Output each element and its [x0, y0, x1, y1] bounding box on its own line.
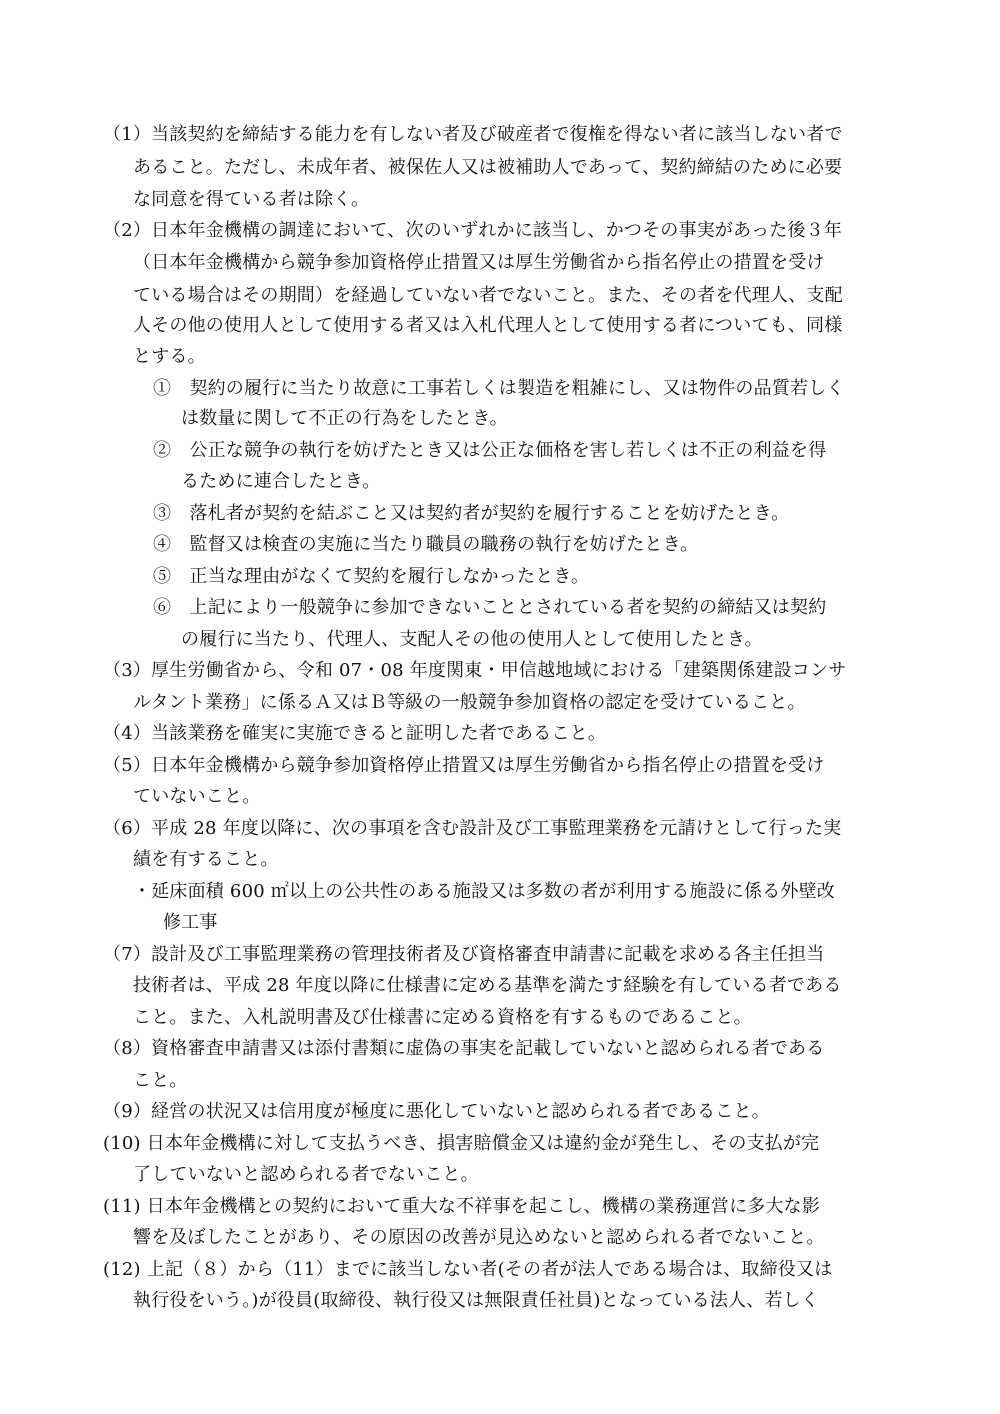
item-3-line-1: （3）厚生労働省から、令和 07・08 年度関東・甲信越地域における「建築関係建設コンサ — [103, 660, 847, 681]
item-6-line-2: 績を有すること。 — [133, 849, 279, 870]
subitem-2-line-1: ② 公正な競争の執行を妨げたとき又は公正な価格を害し若しくは不正の利益を得 — [153, 440, 827, 461]
item-9: （9）経営の状況又は信用度が極度に悪化していないと認められる者であること。 — [103, 1101, 770, 1122]
subitem-4: ④ 監督又は検査の実施に当たり職員の職務の執行を妨げたとき。 — [153, 534, 699, 555]
item-8-line-2: こと。 — [133, 1070, 188, 1091]
item-11-line-2: 響を及ぼしたことがあり、その原因の改善が見込めないと認められる者でないこと。 — [133, 1227, 825, 1248]
item-3-line-2: ルタント業務」に係るＡ又はＢ等級の一般競争参加資格の認定を受けていること。 — [133, 692, 806, 713]
item-2-line-1: （2）日本年金機構の調達において、次のいずれかに該当し、かつその事実があった後３年 — [103, 220, 843, 241]
item-2-line-3: ている場合はその期間）を経過していない者でないこと。また、その者を代理人、支配 — [133, 285, 843, 306]
item-5-line-2: ていないこと。 — [133, 786, 261, 807]
item-2-line-4: 人その他の使用人として使用する者又は入札代理人として使用する者についても、同様 — [133, 315, 843, 336]
item-1-line-1: （1）当該契約を締結する能力を有しない者及び破産者で復権を得ない者に該当しない者で — [103, 124, 843, 145]
item-5-line-1: （5）日本年金機構から競争参加資格停止措置又は厚生労働省から指名停止の措置を受け — [103, 755, 825, 776]
item-1-line-2: あること。ただし、未成年者、被保佐人又は被補助人であって、契約締結のために必要 — [133, 157, 843, 178]
item-7-line-1: （7）設計及び工事監理業務の管理技術者及び資格審査申請書に記載を求める各主任担当 — [103, 944, 825, 965]
subitem-6-line-2: の履行に当たり、代理人、支配人その他の使用人として使用したとき。 — [181, 629, 763, 650]
item-1-line-3: な同意を得ている者は除く。 — [133, 189, 370, 210]
subitem-1-line-1: ① 契約の履行に当たり故意に工事若しくは製造を粗雑にし、又は物件の品質若しく — [153, 378, 845, 399]
item-6-bullet-line-1: ・延床面積 600 ㎡以上の公共性のある施設又は多数の者が利用する施設に係る外壁改 — [133, 881, 835, 902]
subitem-3: ③ 落札者が契約を結ぶこと又は契約者が契約を履行することを妨げたとき。 — [153, 503, 790, 524]
item-6-line-1: （6）平成 28 年度以降に、次の事項を含む設計及び工事監理業務を元請けとして行った実 — [103, 818, 842, 839]
subitem-2-line-2: るために連合したとき。 — [181, 471, 381, 492]
item-7-line-2: 技術者は、平成 28 年度以降に仕様書に定める基準を満たす経験を有している者である — [133, 975, 842, 996]
item-11-line-1: (11) 日本年金機構との契約において重大な不祥事を起こし、機構の業務運営に多大な影 — [103, 1196, 821, 1217]
item-2-line-2: （日本年金機構から競争参加資格停止措置又は厚生労働省から指名停止の措置を受け — [133, 252, 825, 273]
item-7-line-3: こと。また、入札説明書及び仕様書に定める資格を有するものであること。 — [133, 1007, 752, 1028]
item-8-line-1: （8）資格審査申請書又は添付書類に虚偽の事実を記載していないと認められる者である — [103, 1038, 825, 1059]
item-12-line-1: (12) 上記（８）から（11）までに該当しない者(その者が法人である場合は、取締役又は — [103, 1259, 833, 1280]
item-10-line-2: 了していないと認められる者でないこと。 — [133, 1164, 479, 1185]
item-10-line-1: (10) 日本年金機構に対して支払うべき、損害賠償金又は違約金が発生し、その支払が完 — [103, 1133, 820, 1154]
subitem-5: ⑤ 正当な理由がなくて契約を履行しなかったとき。 — [153, 566, 590, 587]
subitem-1-line-2: は数量に関して不正の行為をしたとき。 — [181, 408, 508, 429]
item-2-line-5: とする。 — [133, 346, 206, 367]
item-4: （4）当該業務を確実に実施できると証明した者であること。 — [103, 723, 607, 744]
item-6-bullet-line-2: 修工事 — [163, 912, 218, 933]
subitem-6-line-1: ⑥ 上記により一般競争に参加できないこととされている者を契約の締結又は契約 — [153, 597, 827, 618]
item-12-line-2: 執行役をいう。)が役員(取締役、執行役又は無限責任社員)となっている法人、若しく — [133, 1290, 820, 1311]
